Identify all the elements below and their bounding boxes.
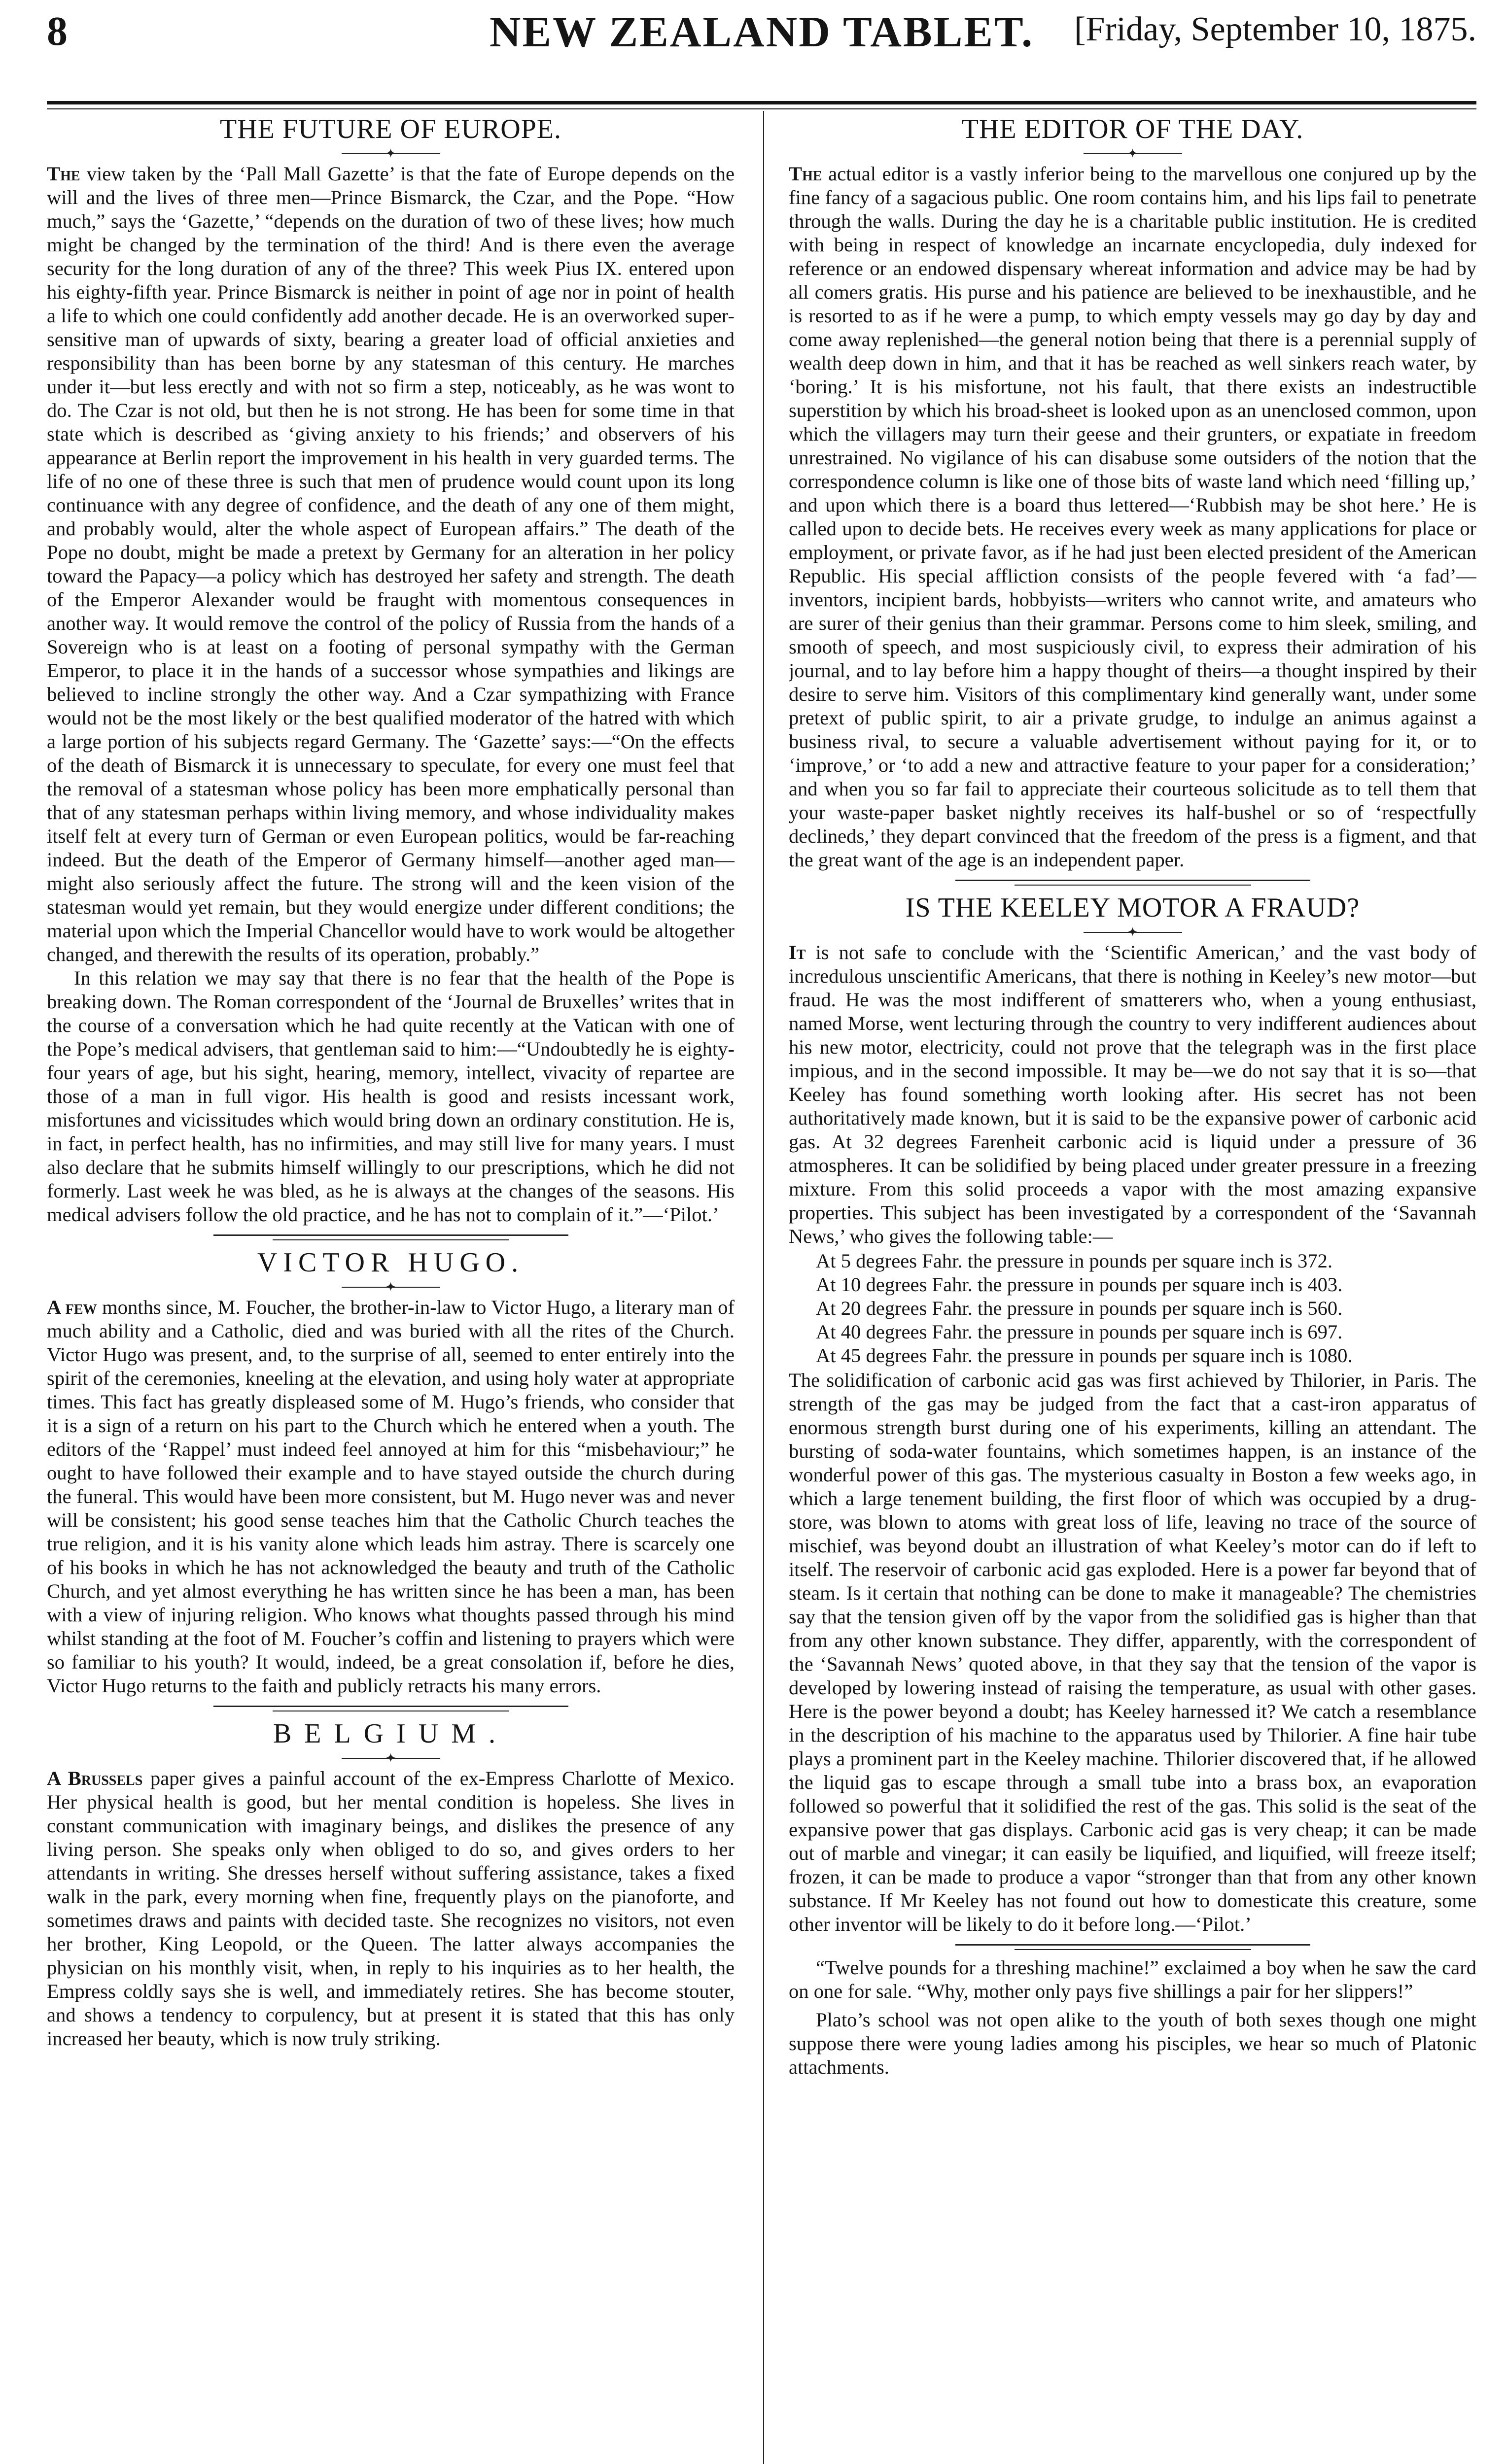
paragraph-text: actual editor is a vastly inferior being to the marvellous one conjured up by the fine fancy of a sagacious public. One room contains him, and his lips fail to penetrate through the walls. During the day he is a charitable public institution. He is credited with being in respect of knowledge an incarnate encyclopedia, duly indexed for reference or an endowed dispensary whereat information and advice may be had by all comers gratis. His purse and his patience are believed to be inexhaustible, and he is resorted to as if he were a pump, to which empty vessels may go day by day and come away replenished—the general notion being that there is a perennial supply of wealth deep down in him, and that it has be reached as well sinkers reach water, by ‘boring.’ It is his misfortune, not his fault, that there exists an indestructible superstition by which his broad-sheet is looked upon as an unenclosed common, upon which the villagers may turn their geese and their grunters, or expatiate in freedom unrestrained. No vigilance of his can disabuse some outsiders of the notion that the correspondence column is like one of those bits of waste land which need ‘filling up,’ and upon which there is a board thus lettered—‘Rubbish may be shot here.’ He is called upon to decide bets. He receives every week as many applications for place or employment, or private favor, as if he had just been elected president of the American Republic. His special affliction consists of the people fevered with ‘a fad’—inventors, incipient bards, hobbyists—writers who cannot write, and amateurs who are surer of their genius than their grammar. Persons come to him sleek, smiling, and smooth of speech, and most suspiciously civil, to express their admiration of his journal, and to lay before him a happy thought of theirs—a thought inspired by their desire to serve him. Visitors of this complimentary kind generally want, under some pretext of public spirit, to air a private grudge, to indulge an animus against a business rival, to secure a valuable advertisement without paying for it, or to ‘improve,’ or ‘to add a new and attractive feature to your paper for a consideration;’ and when you so far fail to appreciate their courteous solicitude as to tell them that your waste-paper basket nightly receives its half-bushel or so of ‘respectfully declineds,’ they depart convinced that the freedom of the press is a figment, and that the great want of the age is an independent paper.: [789, 163, 1476, 871]
article-title: VICTOR HUGO.: [257, 1247, 525, 1278]
ornament-rule: [342, 1279, 440, 1296]
right-column: [789, 111, 1476, 2464]
table-row: At 20 degrees Fahr. the pressure in pounds per square inch is 560.: [816, 1297, 1343, 1319]
article-paragraph: [47, 162, 735, 966]
section-divider: [213, 1703, 568, 1715]
ornament-rule: [342, 145, 440, 162]
pressure-table: [816, 1249, 1476, 1368]
article-threshing-machine: [789, 1956, 1476, 2079]
article-belgium: [47, 1717, 735, 2051]
page-number: 8: [47, 8, 68, 54]
article-paragraph: “Twelve pounds for a threshing machine!” exclaimed a boy when he saw the card on one for sale. “Why, mother only pays five shillings a pair for her slippers!”: [789, 1956, 1476, 2002]
ornament-rule: [1084, 145, 1182, 162]
section-divider: [955, 1941, 1310, 1954]
issue-date: [Friday, September 10, 1875.: [1074, 10, 1476, 48]
article-paragraph: [47, 1767, 735, 2051]
lead-words: A few: [47, 1296, 97, 1318]
article-title: THE EDITOR OF THE DAY.: [961, 114, 1304, 144]
article-paragraph: Plato’s school was not open alike to the youth of both sexes though one might suppose there were young ladies among his pisciples, we hear so much of Platonic attachments.: [789, 2009, 1476, 2078]
column-divider: [763, 111, 764, 2464]
section-divider: [213, 1232, 568, 1244]
masthead-rule: [47, 101, 1476, 104]
article-title: BELGIUM.: [273, 1718, 509, 1749]
table-row: At 10 degrees Fahr. the pressure in pounds per square inch is 403.: [816, 1273, 1343, 1296]
table-row: At 45 degrees Fahr. the pressure in pounds per square inch is 1080.: [816, 1344, 1353, 1367]
article-title: IS THE KEELEY MOTOR A FRAUD?: [905, 892, 1360, 923]
article-future-of-europe: [47, 113, 735, 1227]
article-title: THE FUTURE OF EUROPE.: [219, 114, 562, 144]
ornament-rule: [342, 1750, 440, 1767]
article-paragraph: The solidification of carbonic acid gas was first achieved by Thilorier, in Paris. The strength of the gas may be judged from the fact that a cast-iron apparatus of enormous strength burst during one of his experiments, killing an attendant. The bursting of soda-water fountains, which sometimes happen, is an instance of the wonderful power of this gas. The mysterious casualty in Boston a few weeks ago, in which a large tenement building, the first floor of which was occupied by a drug-store, was blown to atoms with great loss of life, leaving no trace of the source of mischief, was beyond doubt an illustration of what Keeley’s motor can do if left to itself. The reservoir of carbonic acid gas exploded. Here is a power far beyond that of steam. Is it certain that nothing can be done to make it manageable? The chemistries say that the tension given off by the vapor from the solidified gas is higher than that from any other known substance. They differ, apparently, with the correspondent of the ‘Savannah News’ quoted above, in that they say that the tension of the vapor is developed by lowering instead of raising the temperature, as usual with other gases. Here is the power beyond a doubt; has Keeley harnessed it? We catch a resemblance in the description of his machine to the apparatus used by Thilorier. A fine hair tube plays a prominent part in the Keeley machine. Thilorier discovered that, if he allowed the liquid gas to escape through a small tube into a brass box, an evaporation followed so powerful that it solidified the rest of the gas. This solid is the seat of the expansive power that gas displays. Carbonic acid gas is very cheap; it can be made out of marble and vinegar; it can easily be liquified, and liquified, will freeze itself; frozen, it can be made to produce a vapor “stronger than that from any other known substance. If Mr Keeley has not found out how to domesticate this creature, some other inventor will be likely to do it before long.—‘Pilot.’: [789, 1369, 1476, 1935]
lead-words: A Brussels: [47, 1767, 143, 1789]
paragraph-text: months since, M. Foucher, the brother-in-law to Victor Hugo, a literary man of much ability and a Catholic, died and was buried with all the rites of the Church. Victor Hugo was present, and, to the surprise of all, seemed to enter entirely into the spirit of the ceremonies, kneeling at the elevation, and using holy water at appropriate times. This fact has greatly displeased some of M. Hugo’s friends, who consider that it is a sign of a return on his part to the Church which he entered when a youth. The editors of the ‘Rappel’ must indeed feel annoyed at him for this “misbehaviour;” he ought to have followed their example and to have stayed outside the church during the funeral. This would have been more consistent, but M. Hugo never was and never will be consistent; his good sense teaches him that the Catholic Church teaches the true religion, and it is his vanity alone which leads him astray. There is scarcely one of his books in which he has not acknowledged the beauty and truth of the Catholic Church, and yet almost everything he has written since he has been a man, has been with a view of injuring religion. Who knows what thoughts passed through his mind whilst standing at the foot of M. Foucher’s coffin and listening to prayers which were so familiar to his youth? It would, indeed, be a great consolation if, before he dies, Victor Hugo returns to the faith and publicly retracts his many errors.: [47, 1296, 735, 1697]
lead-words: It: [789, 941, 806, 963]
paragraph-text: view taken by the ‘Pall Mall Gazette’ is that the fate of Europe depends on the will and the lives of three men—Prince Bismarck, the Czar, and the Pope. “How much,” says the ‘Gazette,’ “depends on the duration of two of these lives; how much might be changed by the termination of the third! And is there even the average security for the long duration of any of the three? This week Pius IX. entered upon his eighty-fifth year. Prince Bismarck is neither in point of age nor in point of health a life to which one could confidently add another decade. He is an overworked super-sensitive man of upwards of sixty, bearing a greater load of official anxieties and responsibility than has been borne by any statesman of this century. He marches under it—but less erectly and with not so firm a step, noticeably, as he was wont to do. The Czar is not old, but then he is not strong. He has been for some time in that state which is described as ‘giving anxiety to his friends;’ and observers of his appearance at Berlin report the improvement in his health in very guarded terms. The life of no one of these three is such that men of prudence would count upon its long continuance with any degree of confidence, and the death of any one of them might, and probably would, alter the whole aspect of European affairs.” The death of the Pope no doubt, might be made a pretext by Germany for an alteration in her policy toward the Papacy—a policy which has destroyed her safety and strength. The death of the Emperor Alexander would be fraught with momentous consequences in another way. It would remove the control of the policy of Russia from the hands of a Sovereign who is at least on a footing of personal sympathy with the German Emperor, to place it in the hands of a successor whose sympathies and likings are believed to incline strongly the other way. And a Czar sympathizing with France would not be the most likely or the best qualified moderator of the hatred with which a large portion of his subjects regard Germany. The ‘Gazette’ says:—“On the effects of the death of Bismarck it is unnecessary to speculate, for every one must feel that the removal of a statesman whose policy has been more emphatically personal than that of any statesman perhaps within living memory, and whose individuality makes itself felt at every turn of German or even European politics, would be far-reaching indeed. But the death of the Emperor of Germany himself—another aged man—might also seriously affect the future. The strong will and the keen vision of the statesman would yet remain, but they would energize under different conditions; the material upon which the Imperial Chancellor would have to work would be altogether changed, and therewith the results of its operation, probably.”: [47, 163, 735, 965]
ornament-rule: [1084, 924, 1182, 941]
lead-words: The: [47, 163, 80, 185]
article-paragraph: [789, 162, 1476, 872]
lead-words: The: [789, 163, 822, 185]
table-row: At 5 degrees Fahr. the pressure in pounds per square inch is 372.: [816, 1250, 1333, 1272]
article-paragraph: [47, 1296, 735, 1698]
newspaper-title: NEW ZEALAND TABLET.: [489, 8, 1034, 56]
masthead: [47, 5, 1476, 91]
left-column: [47, 111, 735, 2464]
table-row: At 40 degrees Fahr. the pressure in pounds per square inch is 697.: [816, 1321, 1343, 1343]
article-paragraph: [789, 941, 1476, 1248]
article-victor-hugo: [47, 1246, 735, 1698]
paragraph-text: is not safe to conclude with the ‘Scientific American,’ and the vast body of incredulous unscientific Americans, that there is nothing in Keeley’s new motor—but fraud. He was the most indifferent of smatterers who, when a young enthusiast, named Morse, went lecturing through the country to very indifferent audiences about his new motor, electricity, could not prove that the telegraph was in the first place impious, and in the second impossible. It may be—we do not say that it is so—that Keeley has found something worth looking after. His secret has not been authoritatively made known, but it is said to be the expansive power of carbonic acid gas. At 32 degrees Farenheit carbonic acid is liquid under a pressure of 36 atmospheres. It can be solidified by being placed under greater pressure in a freezing mixture. From this solid proceeds a vapor with the most amazing expansive properties. This subject has been investigated by a correspondent of the ‘Savannah News,’ who gives the following table:—: [789, 941, 1476, 1247]
article-paragraph: In this relation we may say that there is no fear that the health of the Pope is breaking down. The Roman correspondent of the ‘Journal de Bruxelles’ writes that in the course of a conversation which he had quite recently at the Vatican with one of the Pope’s medical advisers, that gentleman said to him:—“Undoubtedly he is eighty-four years of age, but his sight, hearing, memory, intellect, vivacity of repartee are those of a man in full vigor. His health is good and resists incessant work, misfortunes and vicissitudes which would bring down an ordinary constitution. He is, in fact, in perfect health, has no infirmities, and may still live for many years. I must also declare that he submits himself willingly to our prescriptions, which he did not formerly. Last week he was bled, as he is always at the changes of the seasons. His medical advisers follow the old practice, and he has not to complain of it.”—‘Pilot.’: [47, 967, 735, 1226]
section-divider: [955, 877, 1310, 890]
article-editor-of-the-day: [789, 113, 1476, 872]
masthead-rule-thin: [47, 108, 1476, 109]
article-keeley-motor: [789, 891, 1476, 1936]
paragraph-text: paper gives a painful account of the ex-Empress Charlotte of Mexico. Her physical health is good, but her mental condition is hopeless. She lives in constant communication with imaginary beings, and dislikes the presence of any living person. She speaks only when obliged to do so, and gives orders to her attendants in writing. She dresses herself without suffering assistance, takes a fixed walk in the park, every morning when fine, frequently plays on the pianoforte, and sometimes draws and paints with decided taste. She recognizes no visitors, not even her brother, King Leopold, or the Queen. The latter always accompanies the physician on his monthly visit, when, in reply to his inquiries as to her health, the Empress coldly says she is well, and immediately retires. She has become stouter, and shows a tendency to corpulency, but at present it is stated that this has only increased her beauty, which is now truly striking.: [47, 1767, 735, 2050]
